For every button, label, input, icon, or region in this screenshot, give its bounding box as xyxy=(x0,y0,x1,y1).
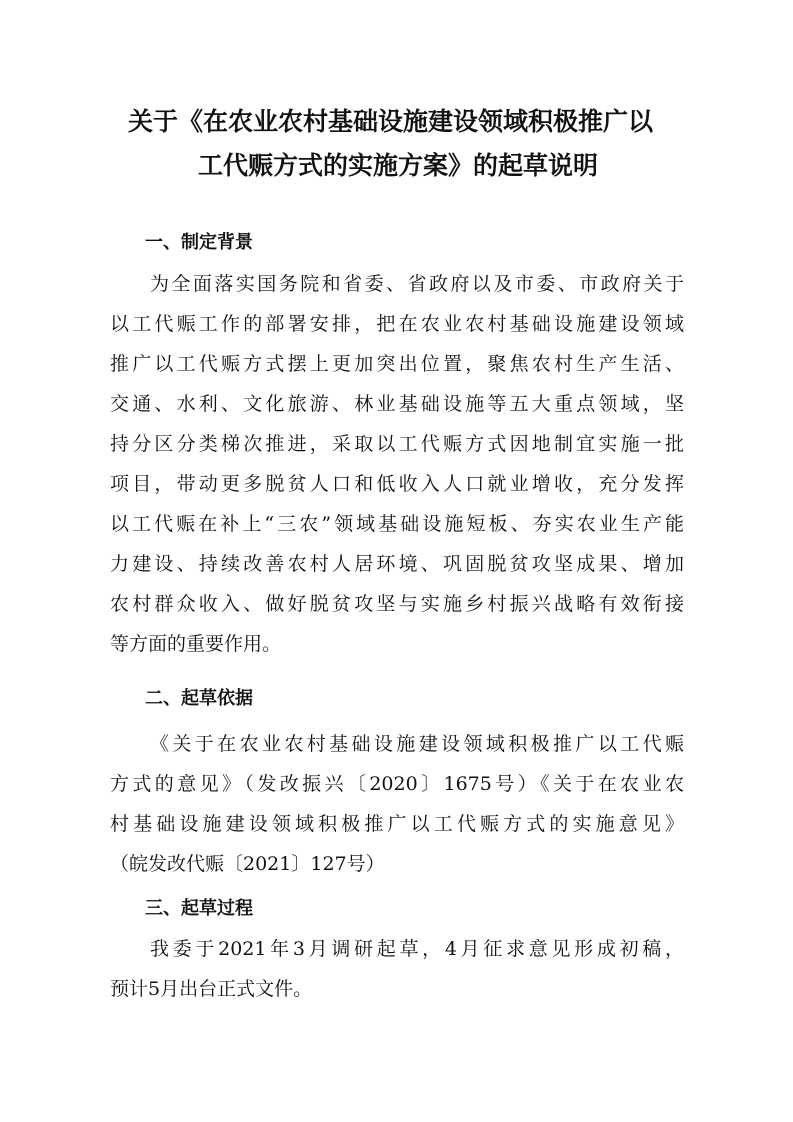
section-heading-process: 三、起草过程 xyxy=(145,898,253,919)
section-body-process xyxy=(110,929,684,1009)
section-heading-background: 一、制定背景 xyxy=(145,232,253,253)
paragraph-line: 为全面落实国务院和省委、省政府以及市委、市政府关于 xyxy=(150,273,684,295)
paragraph-line: 等方面的重要作用。 xyxy=(110,633,282,655)
paragraph-line: 以工代赈在补上“三农”领域基础设施短板、夯实农业生产能 xyxy=(110,513,684,535)
paragraph-line: 我委于2021年3月调研起草，4月征求意见形成初稿， xyxy=(150,938,684,960)
paragraph-line: 农村群众收入、做好脱贫攻坚与实施乡村振兴战略有效衔接 xyxy=(110,593,684,615)
document-title-line-2: 工代赈方式的实施方案》的起草说明 xyxy=(198,151,599,180)
document-title-line-1: 关于《在农业农村基础设施建设领域积极推广以 xyxy=(128,107,654,136)
paragraph-line: 以工代赈工作的部署安排，把在农业农村基础设施建设领域 xyxy=(110,313,684,335)
paragraph-line: 力建设、持续改善农村人居环境、巩固脱贫攻坚成果、增加 xyxy=(110,553,684,575)
section-body-basis xyxy=(110,724,684,884)
section-body-background xyxy=(110,264,684,664)
paragraph-line: 《关于在农业农村基础设施建设领域积极推广以工代赈 xyxy=(150,733,684,755)
paragraph-line: 持分区分类梯次推进，采取以工代赈方式因地制宜实施一批 xyxy=(110,433,684,455)
paragraph-line: 交通、水利、文化旅游、林业基础设施等五大重点领域，坚 xyxy=(110,393,684,415)
paragraph-line: 村基础设施建设领域积极推广以工代赈方式的实施意见》 xyxy=(110,813,684,835)
paragraph-line: 项目，带动更多脱贫人口和低收入人口就业增收，充分发挥 xyxy=(110,473,684,495)
paragraph-line: 预计5月出台正式文件。 xyxy=(110,978,313,1000)
paragraph-line: 推广以工代赈方式摆上更加突出位置，聚焦农村生产生活、 xyxy=(110,353,684,375)
section-heading-basis: 二、起草依据 xyxy=(145,688,253,709)
paragraph-line: 方式的意见》（发改振兴〔2020〕1675号）《关于在农业农 xyxy=(110,773,684,795)
paragraph-line: （皖发改代赈〔2021〕127号） xyxy=(110,853,385,875)
